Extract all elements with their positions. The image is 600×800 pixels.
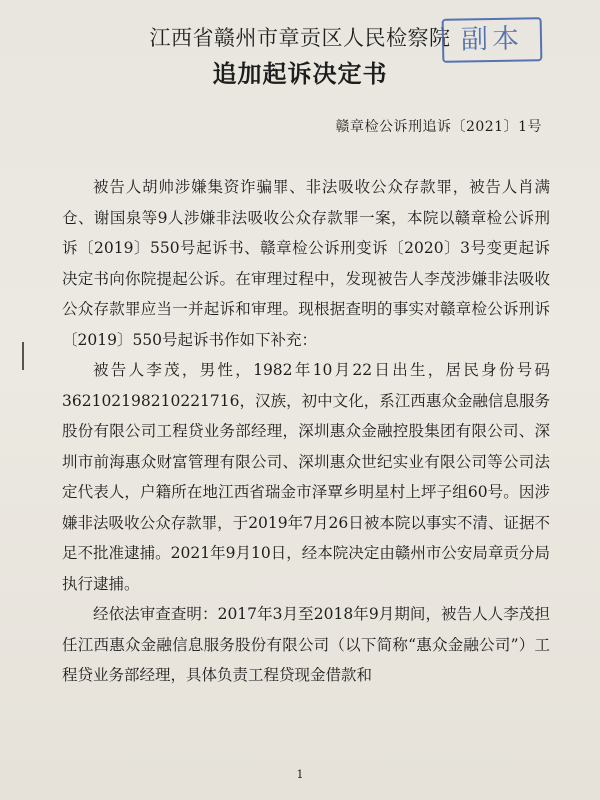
organization-name: 江西省赣州市章贡区人民检察院 xyxy=(149,26,451,50)
document-title: 追加起诉决定书 xyxy=(212,60,388,88)
paragraph-facts: 经依法审查查明：2017年3月至2018年9月期间，被告人人李茂担任江西惠众金融信息服务股份有限公司（以下简称“惠众金融公司”）工程贷业务部经理，具体负责工程贷现金借款和 xyxy=(62,605,550,684)
margin-mark xyxy=(22,342,24,370)
paragraph-case-intro: 被告人胡帅涉嫌集资诈骗罪、非法吸收公众存款罪，被告人肖满仓、谢国泉等9人涉嫌非法吸收公众存款罪一案，本院以赣章检公诉刑诉〔2019〕550号起诉书、赣章检公诉刑变诉〔2020〕3号变更起诉决定书向你院提起公诉。在审理过程中，发现被告人李茂涉嫌非法吸收公众存款罪应当一并起诉和审理。现根据查明的事实对赣章检公诉刑诉〔2019〕550号起诉书作如下补充： xyxy=(62,178,550,349)
paragraph-defendant-info: 被告人李茂，男性，1982年10月22日出生，居民身份号码362102198210221716，汉族，初中文化，系江西惠众金融信息服务股份有限公司工程贷业务部经理，深圳惠众金融控股集团有限公司、深圳市前海惠众财富管理有限公司、深圳惠众世纪实业有限公司等公司法定代表人，户籍所在地江西省瑞金市泽覃乡明星村上坪子组60号。因涉嫌非法吸收公众存款罪，于2019年7月26日被本院以事实不清、证据不足不批准逮捕。2021年9月10日，经本院决定由赣州市公安局章贡分局执行逮捕。 xyxy=(62,361,550,593)
document-number: 赣章检公诉刑追诉〔2021〕1号 xyxy=(335,119,542,135)
page-number: 1 xyxy=(296,768,304,781)
document-body xyxy=(62,172,550,691)
copy-stamp: 副本 xyxy=(442,17,543,63)
